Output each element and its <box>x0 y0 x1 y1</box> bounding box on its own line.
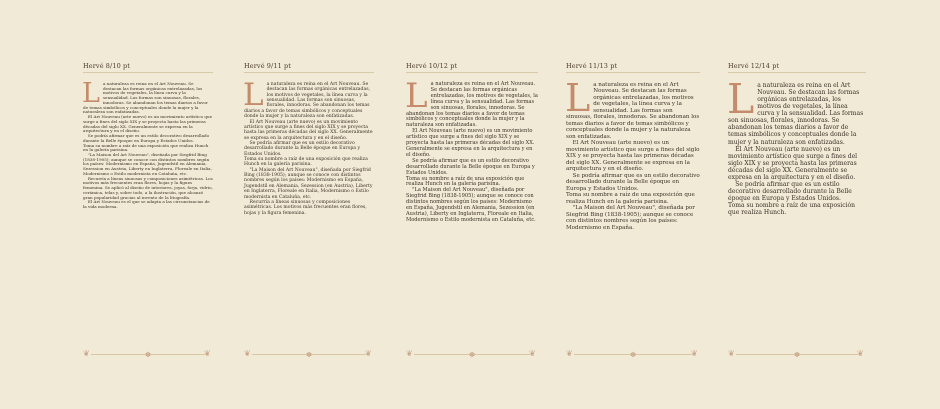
header-divider <box>83 72 213 73</box>
paragraph: Se podría afirmar que es un estilo decorativo desarrollado durante la Belle époque en Europa y Estados Unidos. <box>244 140 361 157</box>
column-header: Hervé 11/13 pt <box>566 62 618 70</box>
body-text <box>727 75 866 217</box>
ornament-center-icon: ✽ <box>469 351 475 359</box>
paragraph: El Art Nouveau (arte nuevo) es un movimiento artístico que surge a fines del siglo XIX y se proyecta hasta las primeras décadas del siglo XX. Generalmente se expresa en la arquitectura y en el diseño. <box>728 145 858 181</box>
drop-cap: L <box>405 76 428 116</box>
specimen-column-9-11 <box>244 0 374 409</box>
body-text <box>405 76 538 224</box>
specimen-column-8-10 <box>83 0 213 409</box>
ornament-center-icon: ✽ <box>306 351 312 359</box>
paragraph: Toma su nombre a raíz de una exposición que realiza Hunch en la galería parisina. <box>406 175 525 188</box>
ornament-divider <box>244 351 374 359</box>
paragraph: Se podría afirmar que es un estilo decorativo desarrollado durante la Belle époque en Europa y Estados Unidos. <box>83 133 210 143</box>
paragraph: a naturaleza es reina en el Art Nouveau. Se destacan las formas orgánicas entrelazadas, los motivos de vegetales, la línea curva y la sensualidad. Las formas son sinuosas, florales, innodoras. Se abandonan los temas diarios a favor de temas simbólicos y conceptuales donde la mujer y la naturaleza son enfatizadas. <box>566 82 700 140</box>
specimen-column-12-14 <box>728 0 866 409</box>
ornament-right-icon: ❦ <box>691 349 698 358</box>
column-header: Hervé 12/14 pt <box>728 62 780 70</box>
column-header: Hervé 8/10 pt <box>83 62 130 70</box>
body-text <box>82 78 213 210</box>
ornament-right-icon: ❦ <box>857 349 864 358</box>
body-text <box>565 76 700 231</box>
paragraph: a naturaleza es reina en el Art Nouveau. Se destacan las formas orgánicas entrelazadas, los motivos de vegetales, la línea curva y la sensualidad. Las formas son sinuosas, florales, innodoras. Se abandonan los temas diarios a favor de temas simbólicos y conceptuales donde la mujer y la naturaleza son enfatizadas. <box>728 82 864 146</box>
ornament-center-icon: ✽ <box>794 351 800 359</box>
specimen-column-10-12 <box>406 0 538 409</box>
header-divider <box>244 72 374 73</box>
paragraph: Se podría afirmar que es un estilo decorativo desarrollado durante la Belle époque en Europa y Estados Unidos. <box>728 180 852 202</box>
ornament-right-icon: ❦ <box>204 349 211 358</box>
paragraph: Toma su nombre a raíz de una exposición que realiza Hunch en la galería parisina. <box>566 192 695 205</box>
paragraph: "La Maison del Art Nouveau", diseñada por Siegfrid Bing (1838-1905); aunque se conoce con distintos nombres según los países: Modernismo en España. <box>566 205 695 231</box>
paragraph: Toma su nombre a raíz de una exposición que realiza Hunch en la galería parisina. <box>244 157 368 168</box>
ornament-divider <box>728 351 866 359</box>
ornament-divider <box>566 351 700 359</box>
ornament-left-icon: ❦ <box>406 349 413 358</box>
header-divider <box>728 72 866 73</box>
column-header: Hervé 10/12 pt <box>406 62 458 70</box>
ornament-left-icon: ❦ <box>566 349 573 358</box>
header-divider <box>566 72 700 73</box>
ornament-right-icon: ❦ <box>365 349 372 358</box>
paragraph: Se podría afirmar que es un estilo decorativo desarrollado durante la Belle époque en Europa y Estados Unidos. <box>406 157 535 176</box>
ornament-divider <box>406 351 538 359</box>
paragraph: "La Maison del Art Nouveau", diseñada por Siegfrid Bing (1838-1905); aunque se conoce con distintos nombres según los países: Modernismo en España, Jugendstil en Alemania, Sezession (en Austria), Liberty en Inglaterra, Floreale en Italia, Modernismo o Estilo modernista en Cataluña, etc. <box>406 187 536 223</box>
paragraph: "La Maison del Art Nouveau", diseñada por Siegfrid Bing (1838-1905); aunque se conoce con distintos nombres según los países: Modernismo en España, Jugendstil en Alemania, Sezession en Austria, Liberty en Inglaterra, Floreale en Italia, Modernismo o Estilo modernista en Cataluña, etc. <box>83 152 212 176</box>
paragraph: a naturaleza es reina en el Art Nouveau. Se destacan las formas orgánicas entrelazadas, los motivos de vegetales, la línea curva y la sensualidad. Las formas son sinuosas, florales, innodoras. Se abandonan los temas diarios a favor de temas simbólicos y conceptuales donde la mujer y la naturaleza son enfatizadas. <box>83 81 208 115</box>
ornament-left-icon: ❦ <box>244 349 251 358</box>
paragraph: El Art Nouveau (arte nuevo) es un movimiento artístico que surge a fines del siglo XIX y se proyecta hasta las primeras décadas del siglo XX. Generalmente se expresa en la arquitectura y en el diseño. <box>406 128 535 158</box>
ornament-left-icon: ❦ <box>83 349 90 358</box>
paragraph: El Art Nouveau (arte nuevo) es un movimiento artístico que surge a fines del siglo XIX y se proyecta hasta las primeras décadas del siglo XX. Generalmente se expresa en la arquitectura y en el diseño. <box>244 119 373 141</box>
ornament-left-icon: ❦ <box>728 349 735 358</box>
paragraph: El Art Nouveau es el que se adapta a las circunstancias de la vida moderna. <box>83 199 210 210</box>
column-header: Hervé 9/11 pt <box>244 62 291 70</box>
paragraph: El Art Nouveau (arte nuevo) es un movimiento artístico que surge a fines del siglo XIX y se proyecta hasta las primeras décadas del siglo XX. Generalmente se expresa en la arquitectura y en el diseño. <box>83 114 213 134</box>
paragraph: a naturaleza es reina en el Art Nouveau. Se destacan las formas orgánicas entrelazadas, los motivos de vegetales, la línea curva y la sensualidad. Las formas son sinuosas, florales, innodoras. Se abandonan los temas diarios a favor de temas simbólicos y conceptuales donde la mujer y la naturaleza son enfatizadas. <box>244 82 371 120</box>
paragraph: Se podría afirmar que es un estilo decorativo desarrollado durante la Belle époque en Europa y Estados Unidos. <box>566 172 700 192</box>
drop-cap: L <box>82 78 100 109</box>
header-divider <box>406 72 538 73</box>
paragraph: El Art Nouveau (arte nuevo) es un movimiento artístico que surge a fines del siglo XIX y se proyecta hasta las primeras décadas del siglo XX. Generalmente se expresa en la arquitectura y en el diseño. <box>566 140 700 173</box>
paragraph: Recurría a líneas sinuosas y composiciones asimétricas. Los motivos más frecuentes eran flores, hojas y la figura femenina. <box>244 199 367 216</box>
ornament-center-icon: ✽ <box>630 351 636 359</box>
ornament-right-icon: ❦ <box>529 349 536 358</box>
ornament-center-icon: ✽ <box>145 351 151 359</box>
drop-cap: L <box>565 76 591 120</box>
body-text <box>243 77 374 216</box>
paragraph: Recurría a líneas sinuosas y composiciones asimétricas. Los motivos más frecuentes eran flores, hojas y la figura femenina. Se aplicó al diseño de interiores, joyas, forja, vidrio, cerámica, telas y, sobre todo, a la ilustración, que alcanzó gran popularidad gracias al invento de la litografía. <box>83 175 213 200</box>
ornament-divider <box>83 351 213 359</box>
paragraph: Toma su nombre a raíz de una exposición que realiza Hunch. <box>728 202 856 217</box>
drop-cap: L <box>243 77 264 113</box>
paragraph: Toma su nombre a raíz de una exposición que realiza Hunch en la galería parisina. <box>83 142 209 153</box>
paragraph: "La Maison del Art Nouveau", diseñada por Siegfrid Bing (1838-1905); aunque se conoce con distintos nombres según los países: Modernismo en España, Jugendstil en Alemania, Sezession (en Austria), Liberty en Inglaterra, Floreale en Italia, Modernismo o Estilo modernista en Cataluña, etc. <box>244 167 373 200</box>
paragraph: a naturaleza es reina en el Art Nouveau. Se destacan las formas orgánicas entrelazadas, los motivos de vegetales, la línea curva y la sensualidad. Las formas son sinuosas, florales, innodoras. Se abandonan los temas diarios a favor de temas simbólicos y conceptuales donde la mujer y la naturaleza son enfatizadas. <box>406 81 538 129</box>
specimen-column-11-13 <box>566 0 700 409</box>
drop-cap: L <box>727 75 755 123</box>
